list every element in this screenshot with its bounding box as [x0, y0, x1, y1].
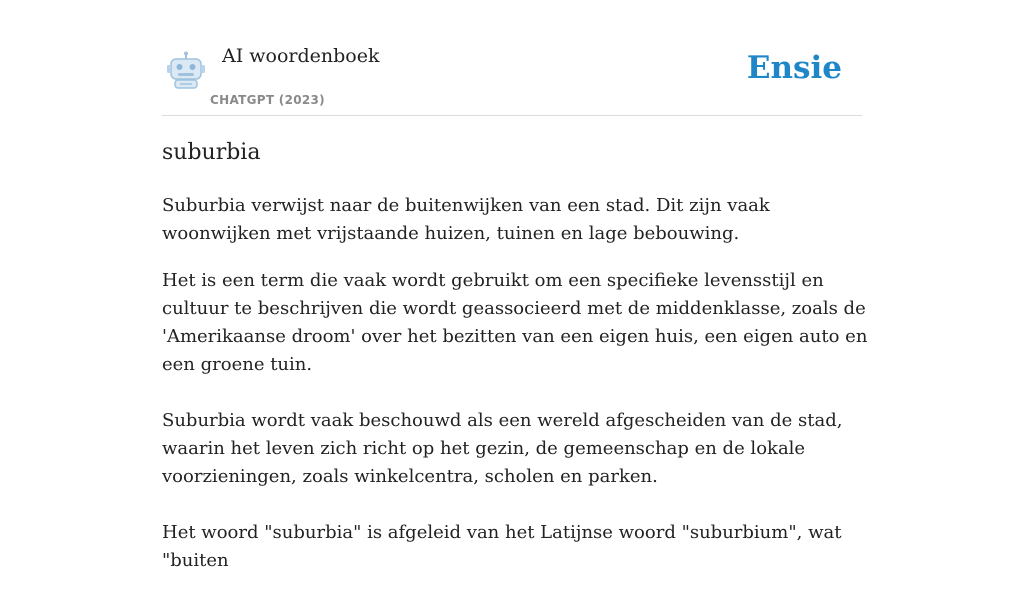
source-title[interactable]: AI woordenboek — [222, 45, 380, 67]
brand-logo[interactable]: Ensie — [746, 50, 842, 86]
source-subtitle: CHATGPT (2023) — [210, 93, 325, 107]
definition-paragraph: Suburbia wordt vaak beschouwd als een wereld afgescheiden van de stad, waarin het leven zich richt op het gezin, de gemeenschap en de lokale voorzieningen, zoals winkelcentra, scholen en parken. — [162, 410, 843, 487]
definition-paragraph: Het woord "suburbia" is afgeleid van het Latijnse woord "suburbium", wat "buiten — [162, 522, 842, 571]
definition-paragraph: Het is een term die vaak wordt gebruikt om een specifieke levensstijl en cultuur te beschrijven die wordt geassocieerd met de middenklasse, zoals de 'Amerikaanse droom' over het bezitten van een eigen huis, een eigen auto en een groene tuin. — [162, 270, 868, 375]
definition-paragraph: Suburbia verwijst naar de buitenwijken van een stad. Dit zijn vaak woonwijken met vrijstaande huizen, tuinen en lage bebouwing. — [162, 195, 770, 244]
entry-header — [162, 0, 862, 116]
entry-term: suburbia — [162, 140, 261, 165]
entry-definition — [162, 192, 874, 594]
robot-icon — [166, 51, 206, 91]
page — [162, 0, 868, 571]
